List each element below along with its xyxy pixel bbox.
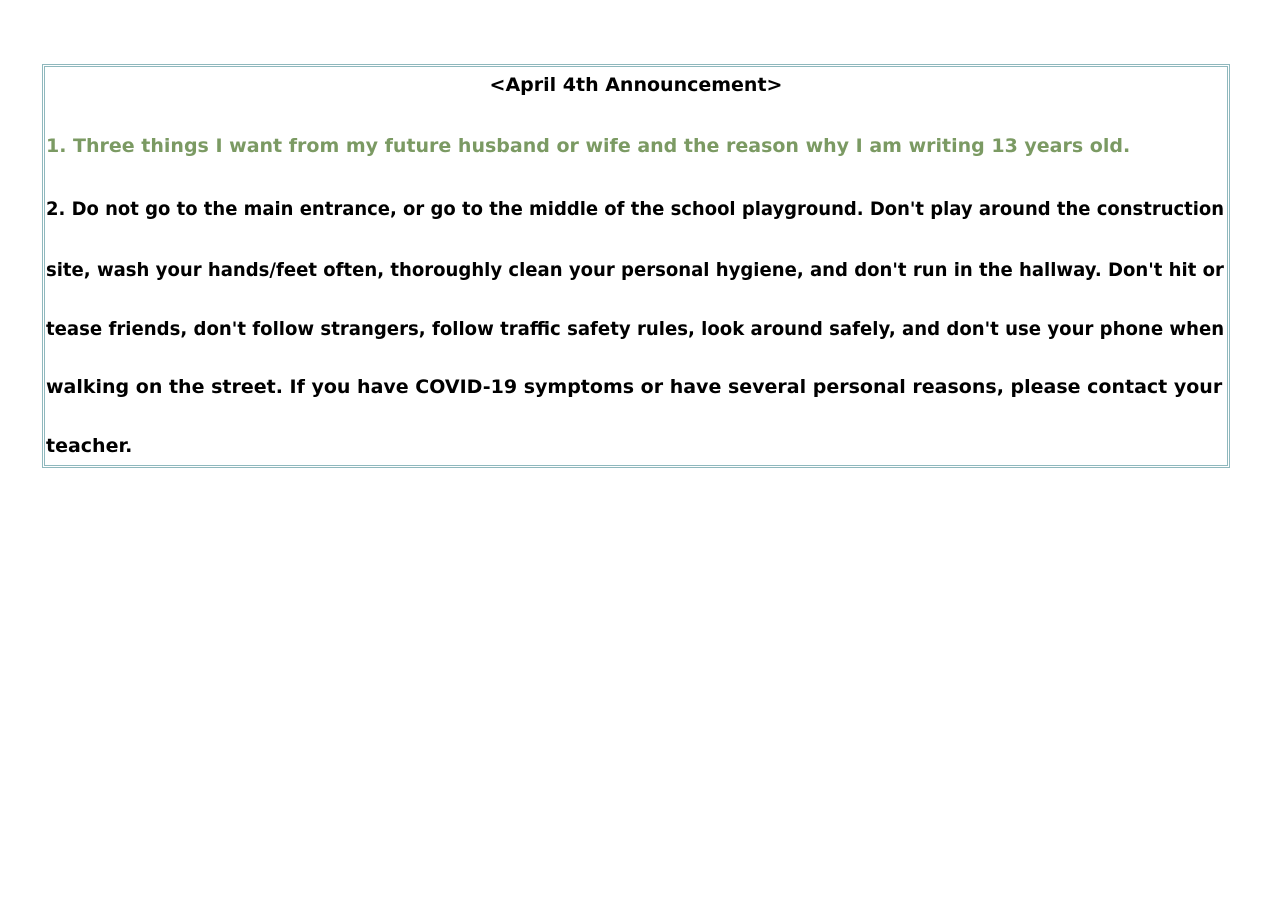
announcement-item-2-line: site, wash your hands/feet often, thoroughly clean your personal hygiene, and don't run in the hallway. Don't hit or [46,259,1224,281]
announcement-box [42,64,1230,468]
announcement-item-2-line: 2. Do not go to the main entrance, or go to the middle of the school playground. Don't play around the construction [46,198,1225,220]
announcement-item-2-line: teacher. [46,435,133,457]
announcement-item-1: 1. Three things I want from my future husband or wife and the reason why I am writing 13 years old. [46,135,1131,157]
announcement-item-2-line: tease friends, don't follow strangers, follow traffic safety rules, look around safely, and don't use your phone when [46,318,1225,340]
announcement-item-2-line: walking on the street. If you have COVID-19 symptoms or have several personal reasons, please contact your [46,376,1223,398]
announcement-title: <April 4th Announcement> [489,74,783,96]
